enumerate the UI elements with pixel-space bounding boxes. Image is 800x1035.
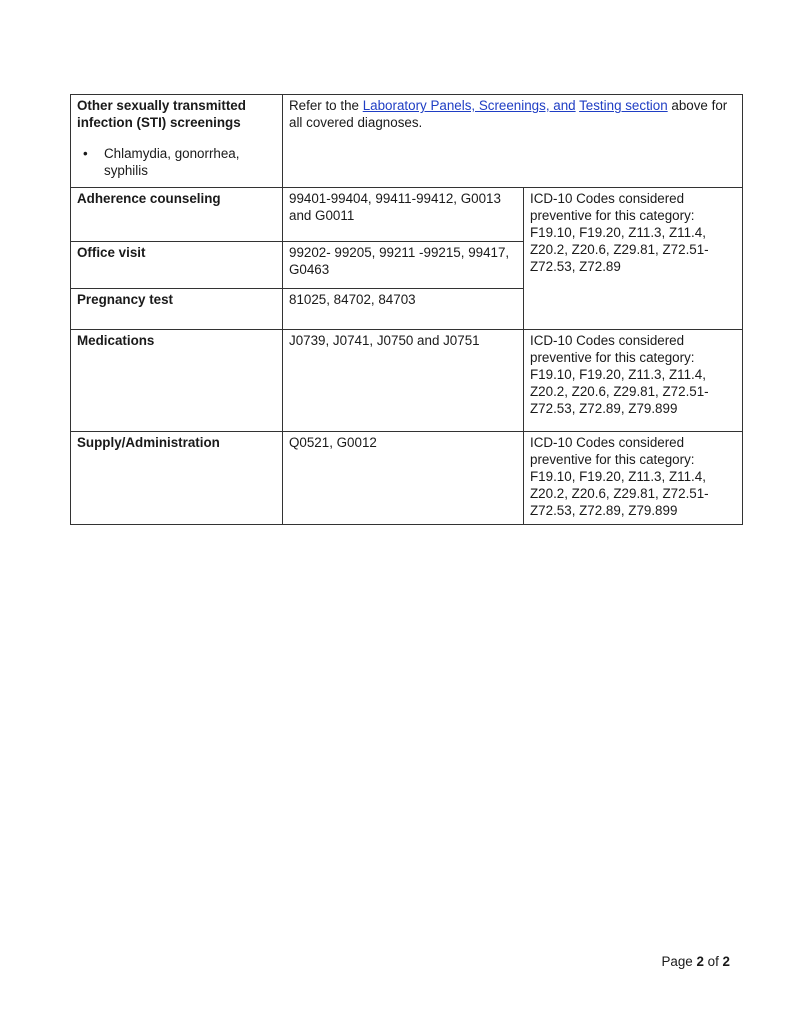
sti-bullet-text: Chlamydia, gonorrhea, syphilis [104,146,240,178]
medications-label-cell [71,330,283,432]
lab-panels-link[interactable]: Laboratory Panels, Screenings, and [362,98,576,113]
of-word: of [703,954,723,969]
page-total: 2 [722,954,730,969]
bullet-icon: • [83,146,88,161]
supply-label-cell [71,432,283,525]
shared-icd-codes: ICD-10 Codes considered preventive for this category: F19.10, F19.20, Z11.3, Z11.4, Z20.2, Z20.6, Z29.81, Z72.51- Z72.53, Z72.89 [524,188,743,330]
coverage-table [70,94,743,525]
supply-label: Supply/Administration [77,435,220,450]
page-number: 2 [696,954,704,969]
office-label: Office visit [77,245,146,260]
sti-bullet-item [77,145,276,179]
sti-label: Other sexually transmitted infection (STI) screenings [77,98,246,130]
page-word: Page [661,954,697,969]
table-row-adherence [71,188,743,242]
adherence-label-cell [71,188,283,242]
sti-label-cell [71,95,283,188]
pregnancy-label: Pregnancy test [77,292,174,307]
refer-prefix: Refer to the [289,98,363,113]
sti-refer-cell [283,95,743,188]
table-row-medications [71,330,743,432]
pregnancy-codes: 81025, 84702, 84703 [283,289,524,330]
medications-codes: J0739, J0741, J0750 and J0751 [283,330,524,432]
medications-label: Medications [77,333,155,348]
pregnancy-label-cell [71,289,283,330]
refer-suffix: above for all covered diagnoses. [289,98,728,130]
adherence-label: Adherence counseling [77,191,221,206]
office-codes: 99202- 99205, 99211 -99215, 99417, G0463 [283,242,524,289]
medications-icd-codes: ICD-10 Codes considered preventive for this category: F19.10, F19.20, Z11.3, Z11.4, Z20.2, Z20.6, Z29.81, Z72.51- Z72.53, Z72.89, Z79.899 [524,330,743,432]
testing-section-link[interactable]: Testing section [579,98,668,113]
supply-icd-codes: ICD-10 Codes considered preventive for this category: F19.10, F19.20, Z11.3, Z11.4, Z20.2, Z20.6, Z29.81, Z72.51-Z72.53, Z72.89, Z79.899 [524,432,743,525]
adherence-codes: 99401-99404, 99411-99412, G0013 and G0011 [283,188,524,242]
table-row-supply [71,432,743,525]
table-row-sti [71,95,743,188]
supply-codes: Q0521, G0012 [283,432,524,525]
office-label-cell [71,242,283,289]
page-footer [661,953,730,970]
